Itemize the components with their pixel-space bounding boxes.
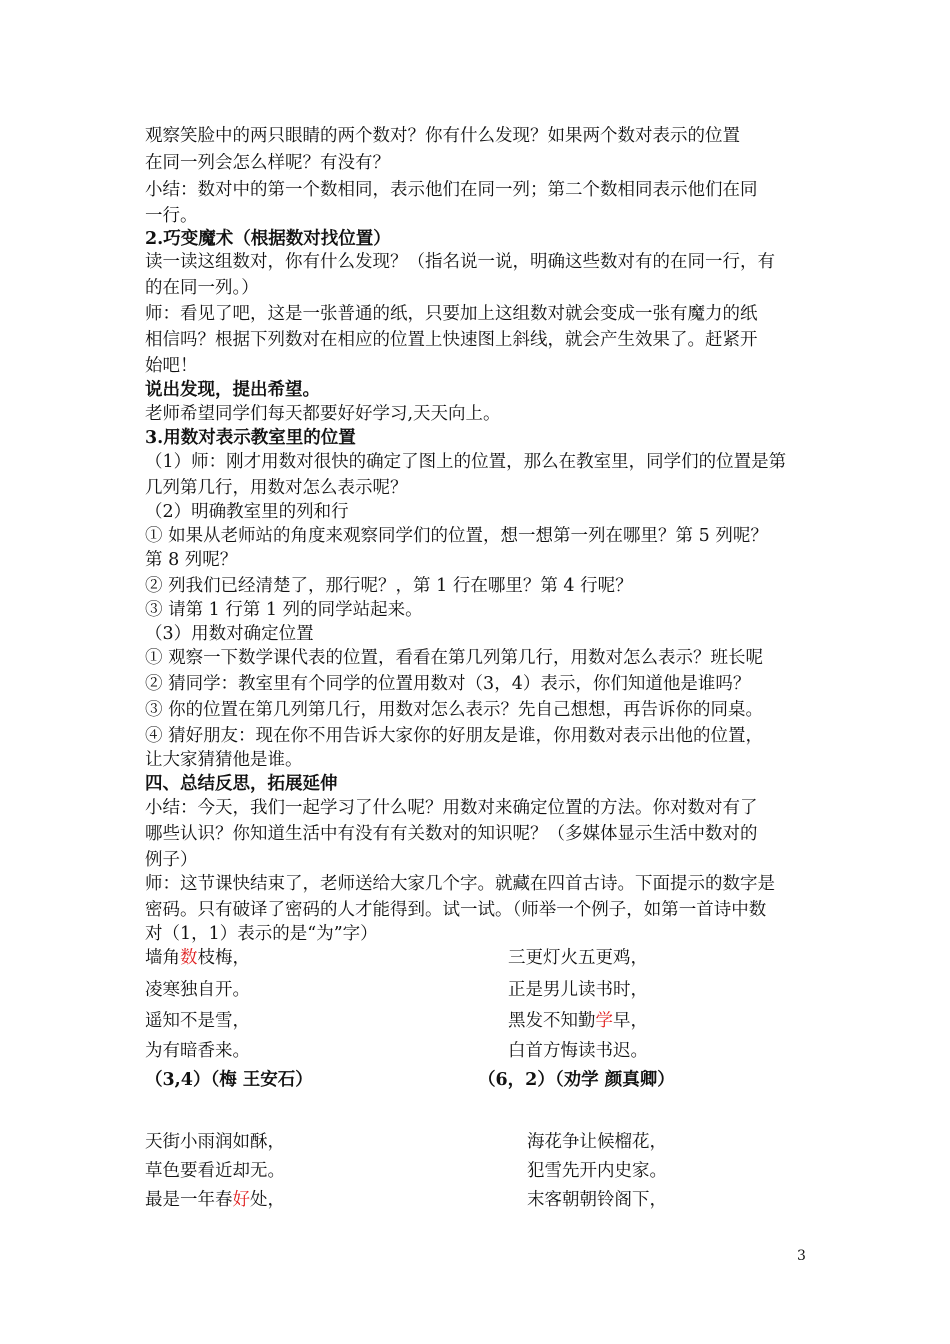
paragraph-line: 小结：数对中的第一个数相同，表示他们在同一列；第二个数相同表示他们在同 bbox=[145, 180, 758, 200]
paragraph-line: 密码。只有破译了密码的人才能得到。试一试。（师举一个例子，如第一首诗中数 bbox=[145, 900, 767, 920]
paragraph-line: 师：这节课快结束了，老师送给大家几个字。就藏在四首古诗。下面提示的数字是 bbox=[145, 874, 775, 894]
poem-line: 为有暗香来。 bbox=[145, 1041, 250, 1061]
paragraph-line: （2）明确教室里的列和行 bbox=[145, 502, 349, 522]
paragraph-line: ③ 请第 1 行第 1 列的同学站起来。 bbox=[145, 600, 423, 620]
paragraph-line: ② 列我们已经清楚了，那行呢？，第 1 行在哪里？第 4 行呢？ bbox=[145, 576, 633, 596]
paragraph-line: 师：看见了吧，这是一张普通的纸，只要加上这组数对就会变成一张有魔力的纸 bbox=[145, 304, 758, 324]
paragraph-line: 例子） bbox=[145, 850, 198, 870]
paragraph-line: 一行。 bbox=[145, 206, 198, 226]
paragraph-line: （3）用数对确定位置 bbox=[145, 624, 314, 644]
paragraph-line: 几列第几行，用数对怎么表示呢？ bbox=[145, 478, 408, 498]
section-heading: 四、总结反思，拓展延伸 bbox=[145, 774, 338, 794]
poem-caption: （3,4）（梅 王安石） bbox=[145, 1070, 313, 1090]
paragraph-line: 观察笑脸中的两只眼睛的两个数对？你有什么发现？如果两个数对表示的位置 bbox=[145, 126, 740, 146]
poem-line: 天街小雨润如酥， bbox=[145, 1132, 285, 1152]
paragraph-line: 让大家猜猜他是谁。 bbox=[145, 750, 303, 770]
poem-caption: （6，2）（劝学 颜真卿） bbox=[478, 1070, 675, 1090]
paragraph-line: 读一读这组数对，你有什么发现？（指名说一说，明确这些数对有的在同一行，有 bbox=[145, 252, 775, 272]
paragraph-line: （1）师：刚才用数对很快的确定了图上的位置，那么在教室里，同学们的位置是第 bbox=[145, 452, 787, 472]
section-heading: 3.用数对表示教室里的位置 bbox=[145, 428, 356, 448]
paragraph-line: 相信吗？根据下列数对在相应的位置上快速图上斜线，就会产生效果了。赶紧开 bbox=[145, 330, 758, 350]
poem-line: 墙角数枝梅， bbox=[145, 948, 250, 968]
paragraph-line: 在同一列会怎么样呢？有没有？ bbox=[145, 153, 390, 173]
paragraph-line: ③ 你的位置在第几列第几行，用数对怎么表示？先自己想想，再告诉你的同桌。 bbox=[145, 700, 764, 720]
poem-line: 白首方悔读书迟。 bbox=[508, 1041, 648, 1061]
paragraph-line: 对（1，1）表示的是“为”字） bbox=[145, 924, 378, 944]
paragraph-line: 第 8 列呢？ bbox=[145, 550, 238, 570]
poem-line: 草色要看近却无。 bbox=[145, 1161, 285, 1181]
poem-line: 遥知不是雪， bbox=[145, 1011, 250, 1031]
paragraph-line: 始吧！ bbox=[145, 356, 198, 376]
page-number: 3 bbox=[797, 1248, 806, 1264]
paragraph-line: ① 如果从老师站的角度来观察同学们的位置，想一想第一列在哪里？第 5 列呢？ bbox=[145, 526, 768, 546]
poem-line: 犯雪先开内史家。 bbox=[527, 1161, 667, 1181]
paragraph-line: 小结：今天，我们一起学习了什么呢？用数对来确定位置的方法。你对数对有了 bbox=[145, 798, 758, 818]
poem-line: 最是一年春好处， bbox=[145, 1190, 285, 1210]
section-heading: 说出发现，提出希望。 bbox=[145, 380, 320, 400]
poem-line: 正是男儿读书时， bbox=[508, 980, 648, 1000]
poem-line: 凌寒独自开。 bbox=[145, 980, 250, 1000]
paragraph-line: 老师希望同学们每天都要好好学习,天天向上。 bbox=[145, 404, 501, 424]
paragraph-line: 的在同一列。） bbox=[145, 278, 259, 298]
paragraph-line: ② 猜同学：教室里有个同学的位置用数对（3，4）表示，你们知道他是谁吗？ bbox=[145, 674, 751, 694]
paragraph-line: ① 观察一下数学课代表的位置，看看在第几列第几行，用数对怎么表示？班长呢 bbox=[145, 648, 764, 668]
paragraph-line: 哪些认识？你知道生活中有没有有关数对的知识呢？（多媒体显示生活中数对的 bbox=[145, 824, 758, 844]
poem-line: 黑发不知勤学早， bbox=[508, 1011, 648, 1031]
poem-line: 末客朝朝铃阁下， bbox=[527, 1190, 667, 1210]
poem-line: 海花争让候榴花， bbox=[527, 1132, 667, 1152]
paragraph-line: ④ 猜好朋友：现在你不用告诉大家你的好朋友是谁，你用数对表示出他的位置， bbox=[145, 726, 764, 746]
poem-line: 三更灯火五更鸡， bbox=[508, 948, 648, 968]
section-heading: 2.巧变魔术（根据数对找位置） bbox=[145, 229, 391, 249]
